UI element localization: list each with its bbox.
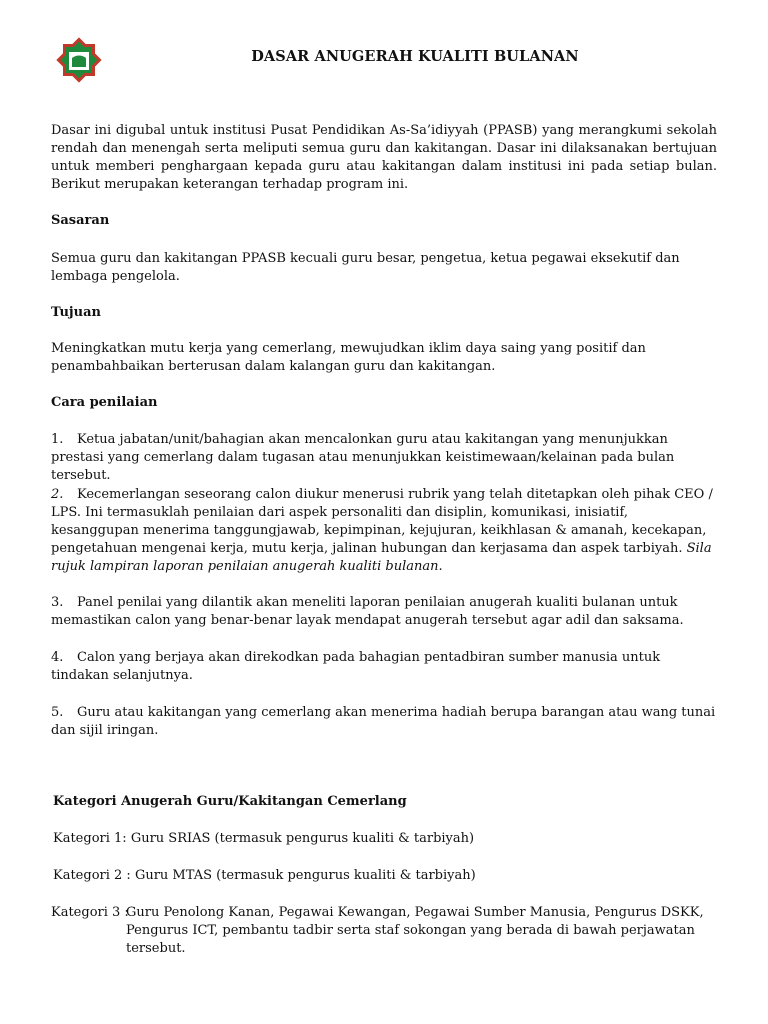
item-number: 1. [51,432,64,447]
item-number: 3. [51,595,64,610]
sasaran-text: Semua guru dan kakitangan PPASB kecuali guru besar, pengetua, ketua pegawai eksekutif dan lembaga pengelola. [51,251,680,284]
item-text: Ketua jabatan/unit/bahagian akan mencalonkan guru atau kakitangan yang menunjukkan prestasi yang cemerlang dalam tugasan atau menunjukkan keistimewaan/kelainan pada bulan tersebut. [51,432,675,483]
kategori-3-label: Kategori 3 : [51,905,129,920]
cara-item-3 [51,594,717,630]
item-text: Calon yang berjaya akan direkodkan pada bahagian pentadbiran sumber manusia untuk tindakan selanjutnya. [51,650,661,683]
item-text: Guru atau kakitangan yang cemerlang akan menerima hadiah berupa barangan atau wang tunai dan sijil iringan. [51,705,716,738]
sasaran-heading: Sasaran [51,213,110,228]
cara-penilaian-heading: Cara penilaian [51,395,158,410]
kategori-1: Kategori 1: Guru SRIAS (termasuk pengurus kualiti & tarbiyah) [53,831,475,846]
kategori-heading: Kategori Anugerah Guru/Kakitangan Cemerlang [53,794,407,809]
cara-item-2 [51,486,717,576]
item-number: 5. [51,705,64,720]
item-italic-note: Sila rujuk lampiran laporan penilaian anugerah kualiti bulanan. [51,541,712,574]
item-text: Kecemerlangan seseorang calon diukur menerusi rubrik yang telah ditetapkan oleh pihak CEO / LPS. Ini termasuklah penilaian dari aspek personaliti dan disiplin, komunikasi, inisiatif, kesanggupan menerima tanggungjawab, kepimpinan, kejujuran, keikhlasan & amanah, kecekapan, pengetahuan mengenai kerja, mutu kerja, jalinan hubungan dan kerjasama dan aspek tarbiyah. [51,487,713,556]
kategori-3-text: Guru Penolong Kanan, Pegawai Kewangan, Pegawai Sumber Manusia, Pengurus DSKK, Pengurus ICT, pembantu tadbir serta staf sokongan yang berada di bawah perjawatan tersebut. [126,905,704,956]
item-number: 4. [51,650,64,665]
item-number: 2. [51,487,64,502]
cara-item-5 [51,704,717,740]
kategori-2: Kategori 2 : Guru MTAS (termasuk pengurus kualiti & tarbiyah) [53,868,476,883]
tujuan-heading: Tujuan [51,305,101,320]
document-title: DASAR ANUGERAH KUALITI BULANAN [251,48,579,65]
cara-item-1 [51,431,717,485]
intro-paragraph: Dasar ini digubal untuk institusi Pusat Pendidikan As-Sa’idiyyah (PPASB) yang merangkumi sekolah rendah dan menengah serta meliputi semua guru dan kakitangan. Dasar ini dilaksanakan bertujuan untuk memberi penghargaan kepada guru atau kakitangan dalam institusi ini pada setiap bulan. Berikut merupakan keterangan terhadap program ini. [51,123,717,192]
tujuan-text: Meningkatkan mutu kerja yang cemerlang, mewujudkan iklim daya saing yang positif dan penambahbaikan berterusan dalam kalangan guru dan kakitangan. [51,341,646,374]
cara-item-4 [51,649,717,685]
item-text: Panel penilai yang dilantik akan meneliti laporan penilaian anugerah kualiti bulanan untuk memastikan calon yang benar-benar layak mendapat anugerah tersebut agar adil dan saksama. [51,595,684,628]
